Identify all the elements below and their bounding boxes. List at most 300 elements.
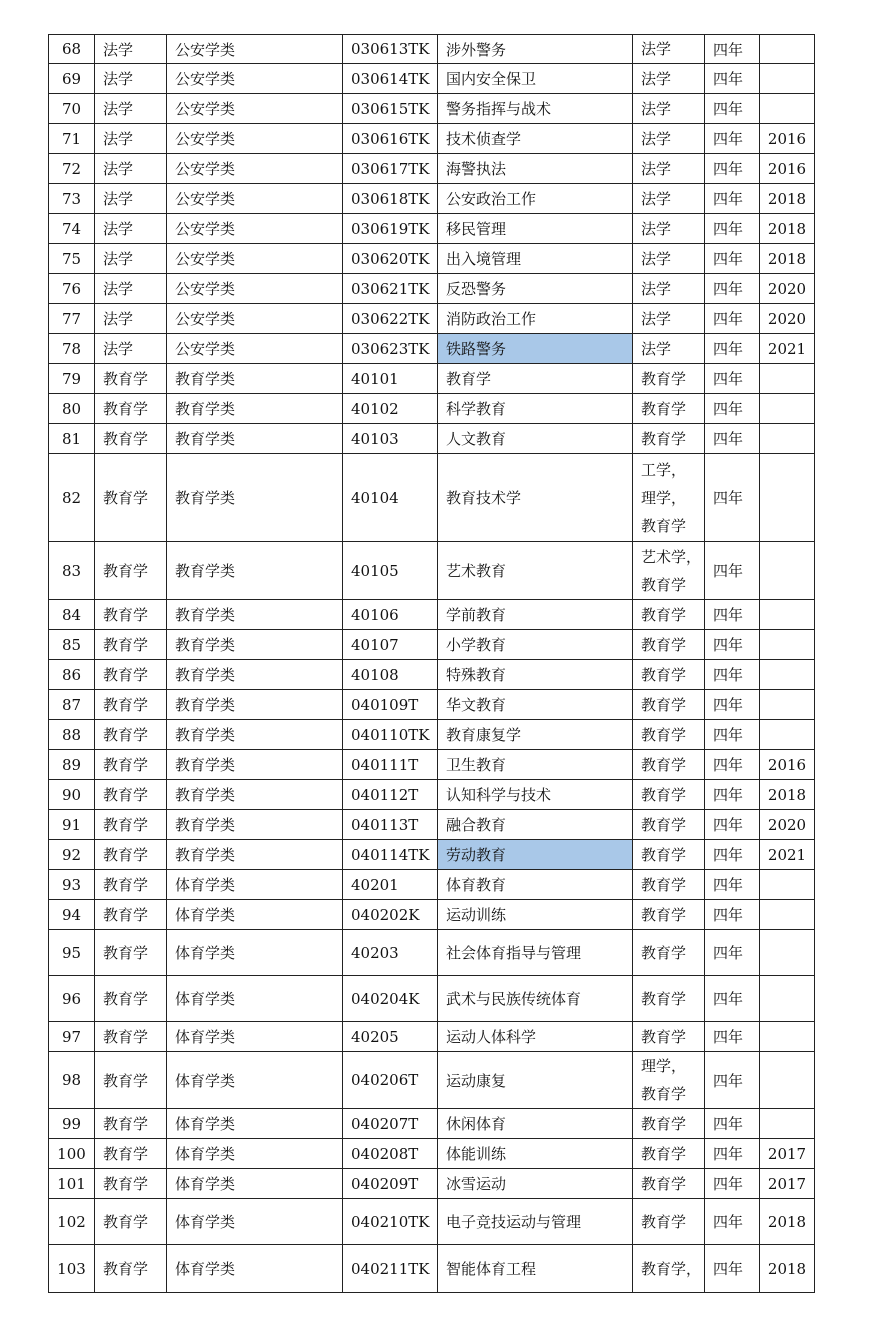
cell-major-name: 劳动教育 xyxy=(438,840,633,870)
cell-major-class: 教育学类 xyxy=(167,542,343,600)
cell-degree xyxy=(633,394,705,424)
cell-major-code: 40101 xyxy=(343,364,438,394)
degree-line: 教育学 xyxy=(641,905,687,924)
degree-line: 教育学 xyxy=(641,635,687,654)
cell-year-added xyxy=(760,720,815,750)
cell-duration: 四年 xyxy=(705,600,760,630)
cell-year-added xyxy=(760,660,815,690)
cell-major-name: 海警执法 xyxy=(438,154,633,184)
cell-duration: 四年 xyxy=(705,214,760,244)
table-row xyxy=(49,630,815,660)
cell-index: 84 xyxy=(49,600,95,630)
cell-major-name: 铁路警务 xyxy=(438,334,633,364)
cell-year-added xyxy=(760,976,815,1022)
degree-line: 教育学 xyxy=(641,815,687,834)
cell-major-name: 教育学 xyxy=(438,364,633,394)
cell-major-class: 教育学类 xyxy=(167,454,343,542)
table-row xyxy=(49,1109,815,1139)
cell-degree xyxy=(633,660,705,690)
table-row xyxy=(49,690,815,720)
cell-duration: 四年 xyxy=(705,94,760,124)
degree-line: 教育学 xyxy=(641,399,687,418)
cell-discipline: 教育学 xyxy=(95,690,167,720)
cell-discipline: 教育学 xyxy=(95,1139,167,1169)
cell-year-added xyxy=(760,1022,815,1052)
table-row xyxy=(49,780,815,810)
cell-discipline: 教育学 xyxy=(95,424,167,454)
degree-line: 教育学 xyxy=(641,943,687,962)
table-row xyxy=(49,1199,815,1245)
cell-duration: 四年 xyxy=(705,690,760,720)
cell-major-name: 反恐警务 xyxy=(438,274,633,304)
cell-major-code: 040210TK xyxy=(343,1199,438,1245)
cell-year-added xyxy=(760,454,815,542)
cell-major-class: 教育学类 xyxy=(167,364,343,394)
degree-line: 教育学 xyxy=(641,1144,687,1163)
cell-major-code: 040112T xyxy=(343,780,438,810)
cell-index: 97 xyxy=(49,1022,95,1052)
cell-discipline: 教育学 xyxy=(95,810,167,840)
degree-line: 法学 xyxy=(641,69,672,88)
cell-duration: 四年 xyxy=(705,750,760,780)
degree-line: 教育学 xyxy=(641,429,687,448)
table-row xyxy=(49,660,815,690)
cell-major-name: 技术侦查学 xyxy=(438,124,633,154)
cell-degree xyxy=(633,1139,705,1169)
cell-discipline: 教育学 xyxy=(95,976,167,1022)
cell-duration: 四年 xyxy=(705,334,760,364)
cell-discipline: 教育学 xyxy=(95,1245,167,1293)
cell-year-added xyxy=(760,542,815,600)
cell-duration: 四年 xyxy=(705,184,760,214)
cell-index: 98 xyxy=(49,1052,95,1109)
cell-degree xyxy=(633,35,705,64)
cell-index: 83 xyxy=(49,542,95,600)
cell-major-name: 特殊教育 xyxy=(438,660,633,690)
table-row xyxy=(49,424,815,454)
cell-major-code: 40103 xyxy=(343,424,438,454)
cell-major-name: 艺术教育 xyxy=(438,542,633,600)
cell-index: 96 xyxy=(49,976,95,1022)
cell-index: 80 xyxy=(49,394,95,424)
cell-major-name: 出入境管理 xyxy=(438,244,633,274)
table-row xyxy=(49,304,815,334)
table-row xyxy=(49,810,815,840)
cell-index: 82 xyxy=(49,454,95,542)
cell-discipline: 教育学 xyxy=(95,454,167,542)
table-row xyxy=(49,1052,815,1109)
cell-major-class: 公安学类 xyxy=(167,124,343,154)
cell-discipline: 教育学 xyxy=(95,930,167,976)
table-row xyxy=(49,870,815,900)
cell-discipline: 法学 xyxy=(95,94,167,124)
cell-major-name: 移民管理 xyxy=(438,214,633,244)
cell-year-added: 2018 xyxy=(760,780,815,810)
cell-index: 99 xyxy=(49,1109,95,1139)
cell-year-added: 2017 xyxy=(760,1139,815,1169)
degree-line: 教育学 xyxy=(641,605,687,624)
cell-major-class: 教育学类 xyxy=(167,424,343,454)
cell-degree xyxy=(633,810,705,840)
cell-degree xyxy=(633,600,705,630)
cell-major-name: 运动人体科学 xyxy=(438,1022,633,1052)
table-row xyxy=(49,244,815,274)
cell-degree xyxy=(633,1022,705,1052)
cell-major-code: 030613TK xyxy=(343,35,438,64)
cell-discipline: 教育学 xyxy=(95,870,167,900)
cell-degree xyxy=(633,424,705,454)
cell-duration: 四年 xyxy=(705,35,760,64)
cell-degree xyxy=(633,1199,705,1245)
table-row xyxy=(49,334,815,364)
cell-major-code: 040202K xyxy=(343,900,438,930)
cell-index: 102 xyxy=(49,1199,95,1245)
cell-major-name: 教育康复学 xyxy=(438,720,633,750)
cell-year-added xyxy=(760,394,815,424)
cell-year-added: 2020 xyxy=(760,274,815,304)
degree-line: 教育学 xyxy=(641,1114,687,1133)
cell-index: 85 xyxy=(49,630,95,660)
cell-index: 72 xyxy=(49,154,95,184)
cell-index: 91 xyxy=(49,810,95,840)
table-row xyxy=(49,124,815,154)
cell-major-code: 40201 xyxy=(343,870,438,900)
cell-index: 101 xyxy=(49,1169,95,1199)
degree-line: 教育学 xyxy=(641,369,687,388)
cell-major-code: 040113T xyxy=(343,810,438,840)
cell-major-class: 教育学类 xyxy=(167,600,343,630)
table-row xyxy=(49,214,815,244)
cell-degree xyxy=(633,304,705,334)
table-row xyxy=(49,154,815,184)
cell-degree xyxy=(633,930,705,976)
table-row xyxy=(49,1169,815,1199)
cell-discipline: 教育学 xyxy=(95,1052,167,1109)
cell-year-added xyxy=(760,364,815,394)
cell-index: 88 xyxy=(49,720,95,750)
degree-line: 教育学 xyxy=(641,1027,687,1046)
cell-year-added: 2016 xyxy=(760,124,815,154)
degree-line: 教育学 xyxy=(641,1174,687,1193)
cell-year-added: 2018 xyxy=(760,1245,815,1293)
cell-discipline: 法学 xyxy=(95,124,167,154)
cell-discipline: 教育学 xyxy=(95,542,167,600)
cell-duration: 四年 xyxy=(705,274,760,304)
cell-year-added xyxy=(760,94,815,124)
cell-major-name: 社会体育指导与管理 xyxy=(438,930,633,976)
cell-major-class: 公安学类 xyxy=(167,244,343,274)
cell-year-added xyxy=(760,900,815,930)
cell-discipline: 教育学 xyxy=(95,900,167,930)
degree-line: 教育学 xyxy=(641,785,687,804)
cell-duration: 四年 xyxy=(705,1139,760,1169)
cell-duration: 四年 xyxy=(705,1109,760,1139)
cell-major-class: 教育学类 xyxy=(167,660,343,690)
cell-discipline: 法学 xyxy=(95,184,167,214)
table-row xyxy=(49,394,815,424)
table-row xyxy=(49,454,815,542)
cell-discipline: 教育学 xyxy=(95,1169,167,1199)
table-row xyxy=(49,750,815,780)
cell-year-added xyxy=(760,690,815,720)
cell-year-added: 2016 xyxy=(760,750,815,780)
table-row xyxy=(49,274,815,304)
cell-major-class: 体育学类 xyxy=(167,870,343,900)
cell-major-class: 体育学类 xyxy=(167,1109,343,1139)
cell-index: 77 xyxy=(49,304,95,334)
cell-degree xyxy=(633,690,705,720)
cell-degree xyxy=(633,1245,705,1293)
cell-major-class: 公安学类 xyxy=(167,214,343,244)
cell-major-code: 030619TK xyxy=(343,214,438,244)
cell-major-code: 40107 xyxy=(343,630,438,660)
cell-index: 74 xyxy=(49,214,95,244)
cell-discipline: 教育学 xyxy=(95,750,167,780)
cell-index: 78 xyxy=(49,334,95,364)
cell-major-class: 教育学类 xyxy=(167,780,343,810)
cell-duration: 四年 xyxy=(705,1169,760,1199)
cell-discipline: 教育学 xyxy=(95,720,167,750)
degree-line: 教育学 xyxy=(641,665,687,684)
table-row xyxy=(49,35,815,64)
cell-index: 103 xyxy=(49,1245,95,1293)
cell-year-added xyxy=(760,64,815,94)
degree-line: 法学 xyxy=(641,99,672,118)
cell-duration: 四年 xyxy=(705,304,760,334)
cell-degree xyxy=(633,630,705,660)
cell-major-class: 体育学类 xyxy=(167,1139,343,1169)
cell-duration: 四年 xyxy=(705,394,760,424)
cell-index: 75 xyxy=(49,244,95,274)
degree-line: 法学 xyxy=(641,40,672,58)
cell-major-code: 040114TK xyxy=(343,840,438,870)
table-row xyxy=(49,720,815,750)
cell-major-class: 体育学类 xyxy=(167,900,343,930)
cell-degree xyxy=(633,840,705,870)
cell-index: 86 xyxy=(49,660,95,690)
cell-major-code: 40205 xyxy=(343,1022,438,1052)
cell-major-code: 040208T xyxy=(343,1139,438,1169)
cell-year-added: 2020 xyxy=(760,304,815,334)
cell-duration: 四年 xyxy=(705,542,760,600)
cell-discipline: 法学 xyxy=(95,334,167,364)
cell-discipline: 教育学 xyxy=(95,394,167,424)
cell-index: 79 xyxy=(49,364,95,394)
cell-duration: 四年 xyxy=(705,900,760,930)
cell-major-class: 公安学类 xyxy=(167,334,343,364)
cell-discipline: 教育学 xyxy=(95,600,167,630)
degree-line: 教育学 xyxy=(641,755,687,774)
cell-duration: 四年 xyxy=(705,930,760,976)
cell-major-class: 教育学类 xyxy=(167,750,343,780)
cell-major-name: 公安政治工作 xyxy=(438,184,633,214)
cell-major-name: 国内安全保卫 xyxy=(438,64,633,94)
cell-year-added xyxy=(760,870,815,900)
cell-index: 81 xyxy=(49,424,95,454)
cell-year-added: 2018 xyxy=(760,244,815,274)
cell-major-name: 人文教育 xyxy=(438,424,633,454)
degree-line: 教育学 xyxy=(641,1212,687,1231)
degree-line: 教育学 xyxy=(641,695,687,714)
cell-index: 89 xyxy=(49,750,95,780)
table-row xyxy=(49,64,815,94)
cell-discipline: 教育学 xyxy=(95,780,167,810)
cell-major-code: 040204K xyxy=(343,976,438,1022)
cell-degree xyxy=(633,364,705,394)
table-row xyxy=(49,900,815,930)
cell-degree xyxy=(633,1052,705,1109)
cell-degree xyxy=(633,780,705,810)
cell-major-name: 体能训练 xyxy=(438,1139,633,1169)
cell-major-class: 公安学类 xyxy=(167,35,343,64)
cell-degree xyxy=(633,454,705,542)
cell-index: 94 xyxy=(49,900,95,930)
cell-discipline: 教育学 xyxy=(95,840,167,870)
table-row xyxy=(49,1139,815,1169)
cell-degree xyxy=(633,124,705,154)
table-row xyxy=(49,184,815,214)
degree-line: 教育学， xyxy=(641,1259,702,1278)
cell-major-code: 030616TK xyxy=(343,124,438,154)
cell-degree xyxy=(633,184,705,214)
cell-duration: 四年 xyxy=(705,1022,760,1052)
cell-index: 68 xyxy=(49,35,95,64)
cell-degree xyxy=(633,1109,705,1139)
cell-degree xyxy=(633,900,705,930)
cell-duration: 四年 xyxy=(705,1052,760,1109)
cell-duration: 四年 xyxy=(705,630,760,660)
cell-degree xyxy=(633,1169,705,1199)
degree-line: 教育学 xyxy=(641,845,687,864)
cell-year-added xyxy=(760,1052,815,1109)
cell-major-name: 电子竞技运动与管理 xyxy=(438,1199,633,1245)
cell-degree xyxy=(633,64,705,94)
cell-major-name: 卫生教育 xyxy=(438,750,633,780)
degree-line: 法学 xyxy=(641,159,672,178)
cell-major-code: 40104 xyxy=(343,454,438,542)
table-row xyxy=(49,840,815,870)
cell-major-name: 智能体育工程 xyxy=(438,1245,633,1293)
cell-degree xyxy=(633,214,705,244)
cell-index: 92 xyxy=(49,840,95,870)
cell-degree xyxy=(633,720,705,750)
cell-major-code: 040209T xyxy=(343,1169,438,1199)
cell-degree xyxy=(633,244,705,274)
cell-year-added: 2016 xyxy=(760,154,815,184)
cell-degree xyxy=(633,154,705,184)
degree-line: 法学 xyxy=(641,129,672,148)
cell-major-name: 华文教育 xyxy=(438,690,633,720)
cell-duration: 四年 xyxy=(705,454,760,542)
cell-year-added: 2021 xyxy=(760,334,815,364)
cell-major-class: 教育学类 xyxy=(167,810,343,840)
cell-year-added: 2018 xyxy=(760,184,815,214)
degree-line: 理学， xyxy=(641,488,687,507)
cell-major-name: 教育技术学 xyxy=(438,454,633,542)
cell-degree xyxy=(633,334,705,364)
degree-line: 法学 xyxy=(641,249,672,268)
cell-major-code: 030620TK xyxy=(343,244,438,274)
cell-year-added xyxy=(760,424,815,454)
cell-duration: 四年 xyxy=(705,660,760,690)
table-row xyxy=(49,976,815,1022)
cell-major-name: 冰雪运动 xyxy=(438,1169,633,1199)
cell-degree xyxy=(633,976,705,1022)
cell-major-class: 教育学类 xyxy=(167,394,343,424)
cell-year-added: 2020 xyxy=(760,810,815,840)
cell-major-class: 教育学类 xyxy=(167,840,343,870)
table-row xyxy=(49,1022,815,1052)
cell-major-code: 030623TK xyxy=(343,334,438,364)
cell-duration: 四年 xyxy=(705,154,760,184)
cell-duration: 四年 xyxy=(705,810,760,840)
cell-major-code: 030618TK xyxy=(343,184,438,214)
cell-major-name: 小学教育 xyxy=(438,630,633,660)
cell-year-added xyxy=(760,930,815,976)
cell-major-name: 消防政治工作 xyxy=(438,304,633,334)
cell-year-added xyxy=(760,1109,815,1139)
cell-duration: 四年 xyxy=(705,720,760,750)
cell-discipline: 法学 xyxy=(95,244,167,274)
cell-major-code: 40203 xyxy=(343,930,438,976)
degree-line: 法学 xyxy=(641,339,672,358)
cell-major-class: 公安学类 xyxy=(167,184,343,214)
cell-index: 69 xyxy=(49,64,95,94)
cell-major-code: 40106 xyxy=(343,600,438,630)
cell-major-name: 运动训练 xyxy=(438,900,633,930)
cell-index: 73 xyxy=(49,184,95,214)
cell-major-class: 体育学类 xyxy=(167,976,343,1022)
cell-index: 90 xyxy=(49,780,95,810)
cell-duration: 四年 xyxy=(705,1199,760,1245)
cell-major-code: 040110TK xyxy=(343,720,438,750)
cell-year-added xyxy=(760,35,815,64)
cell-year-added: 2018 xyxy=(760,1199,815,1245)
cell-discipline: 法学 xyxy=(95,35,167,64)
cell-major-class: 体育学类 xyxy=(167,1022,343,1052)
cell-duration: 四年 xyxy=(705,124,760,154)
cell-index: 95 xyxy=(49,930,95,976)
cell-major-class: 公安学类 xyxy=(167,304,343,334)
cell-degree xyxy=(633,274,705,304)
majors-table xyxy=(48,34,815,1293)
cell-major-class: 公安学类 xyxy=(167,274,343,304)
degree-line: 教育学 xyxy=(641,989,687,1008)
cell-duration: 四年 xyxy=(705,840,760,870)
cell-major-code: 040207T xyxy=(343,1109,438,1139)
cell-discipline: 教育学 xyxy=(95,660,167,690)
cell-discipline: 教育学 xyxy=(95,1109,167,1139)
cell-major-class: 公安学类 xyxy=(167,64,343,94)
cell-major-code: 040111T xyxy=(343,750,438,780)
cell-major-name: 学前教育 xyxy=(438,600,633,630)
degree-line: 教育学 xyxy=(641,575,687,594)
cell-major-code: 040206T xyxy=(343,1052,438,1109)
degree-line: 教育学 xyxy=(641,725,687,744)
degree-line: 教育学 xyxy=(641,875,687,894)
cell-major-name: 警务指挥与战术 xyxy=(438,94,633,124)
table-row xyxy=(49,94,815,124)
majors-table-body xyxy=(49,35,815,1293)
cell-index: 87 xyxy=(49,690,95,720)
cell-index: 100 xyxy=(49,1139,95,1169)
cell-major-class: 公安学类 xyxy=(167,154,343,184)
cell-major-code: 40105 xyxy=(343,542,438,600)
degree-line: 艺术学， xyxy=(641,547,702,566)
cell-discipline: 教育学 xyxy=(95,1022,167,1052)
cell-year-added xyxy=(760,600,815,630)
cell-discipline: 教育学 xyxy=(95,1199,167,1245)
